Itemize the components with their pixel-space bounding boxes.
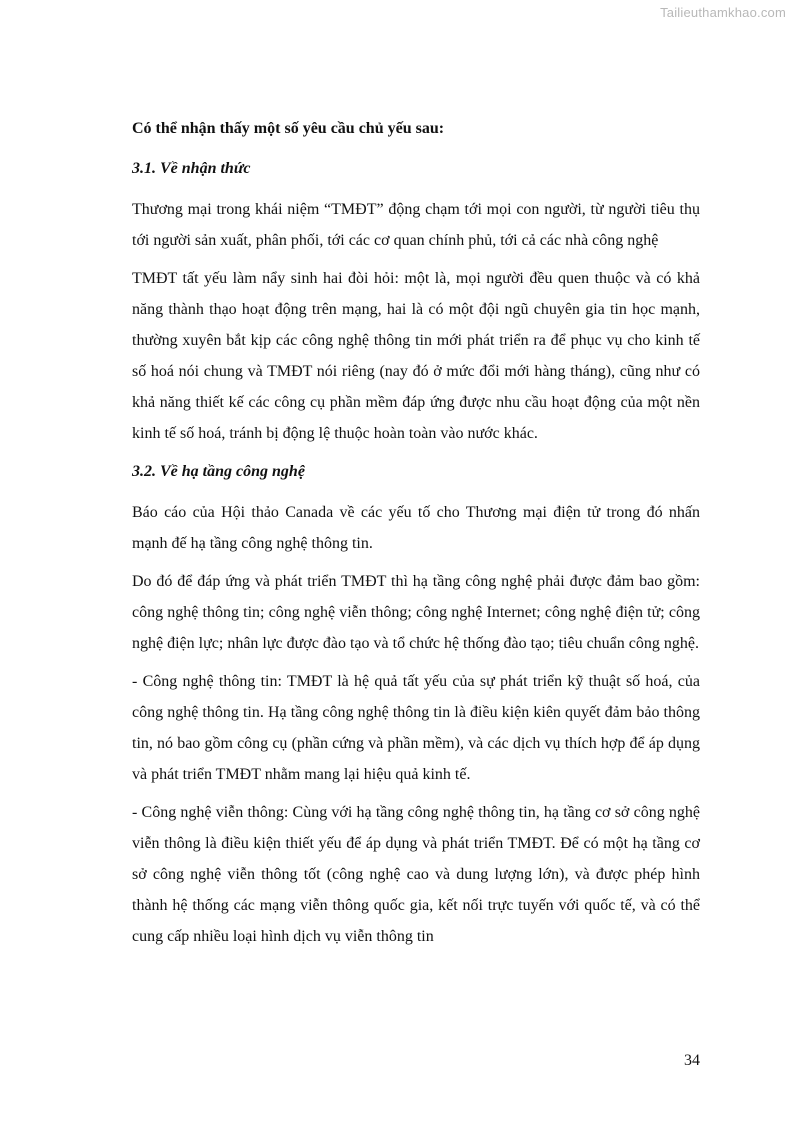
paragraph: - Công nghệ thông tin: TMĐT là hệ quả tất yếu của sự phát triển kỹ thuật số hoá, của công nghệ thông tin. Hạ tầng công nghệ thông tin là điều kiện kiên quyết đảm bảo thông tin, nó bao gồm công cụ (phần cứng và phần mềm), và các dịch vụ thích hợp để áp dụng và phát triển TMĐT nhằm mang lại hiệu quả kinh tế. — [132, 673, 700, 783]
paragraph: Do đó để đáp ứng và phát triển TMĐT thì hạ tầng công nghệ phải được đảm bao gồm: công nghệ thông tin; công nghệ viễn thông; công nghệ Internet; công nghệ điện tử; công nghệ điện lực; nhân lực được đào tạo và tổ chức hệ thống đào tạo; tiêu chuẩn công nghệ. — [132, 573, 700, 652]
paragraph: TMĐT tất yếu làm nẩy sinh hai đòi hỏi: một là, mọi người đều quen thuộc và có khả năng thành thạo hoạt động trên mạng, hai là có một đội ngũ chuyên gia tin học mạnh, thường xuyên bắt kịp các công nghệ thông tin mới phát triển ra để phục vụ cho kinh tế số hoá nói chung và TMĐT nói riêng (nay đó ở mức đổi mới hàng tháng), cũng như có khả năng thiết kế các công cụ phần mềm đáp ứng được nhu cầu hoạt động của một nền kinh tế số hoá, tránh bị động lệ thuộc hoàn toàn vào nước khác. — [132, 270, 700, 442]
paragraph: Báo cáo của Hội thảo Canada về các yếu tố cho Thương mại điện tử trong đó nhấn mạnh đế hạ tầng công nghệ thông tin. — [132, 504, 700, 552]
page-content — [132, 113, 700, 959]
paragraph: Thương mại trong khái niệm “TMĐT” động chạm tới mọi con người, từ người tiêu thụ tới người sản xuất, phân phối, tới các cơ quan chính phủ, tới cả các nhà công nghệ — [132, 201, 700, 249]
page-number: 34 — [684, 1052, 700, 1069]
paragraph: - Công nghệ viễn thông: Cùng với hạ tầng công nghệ thông tin, hạ tầng cơ sở công nghệ viễn thông là điều kiện thiết yếu để áp dụng và phát triển TMĐT. Để có một hạ tầng cơ sở công nghệ viễn thông tốt (công nghệ cao và dung lượng lớn), và được phép hình thành hệ thống các mạng viễn thông quốc gia, kết nối trực tuyến với quốc tế, và có thể cung cấp nhiều loại hình dịch vụ viễn thông tin — [132, 804, 700, 945]
watermark: Tailieuthamkhao.com — [660, 5, 786, 20]
section-heading-3-1: 3.1. Về nhận thức — [132, 160, 251, 177]
section-heading-3-2: 3.2. Về hạ tầng công nghệ — [132, 463, 305, 480]
intro-text: Có thể nhận thấy một số yêu cầu chủ yếu sau: — [132, 120, 445, 137]
